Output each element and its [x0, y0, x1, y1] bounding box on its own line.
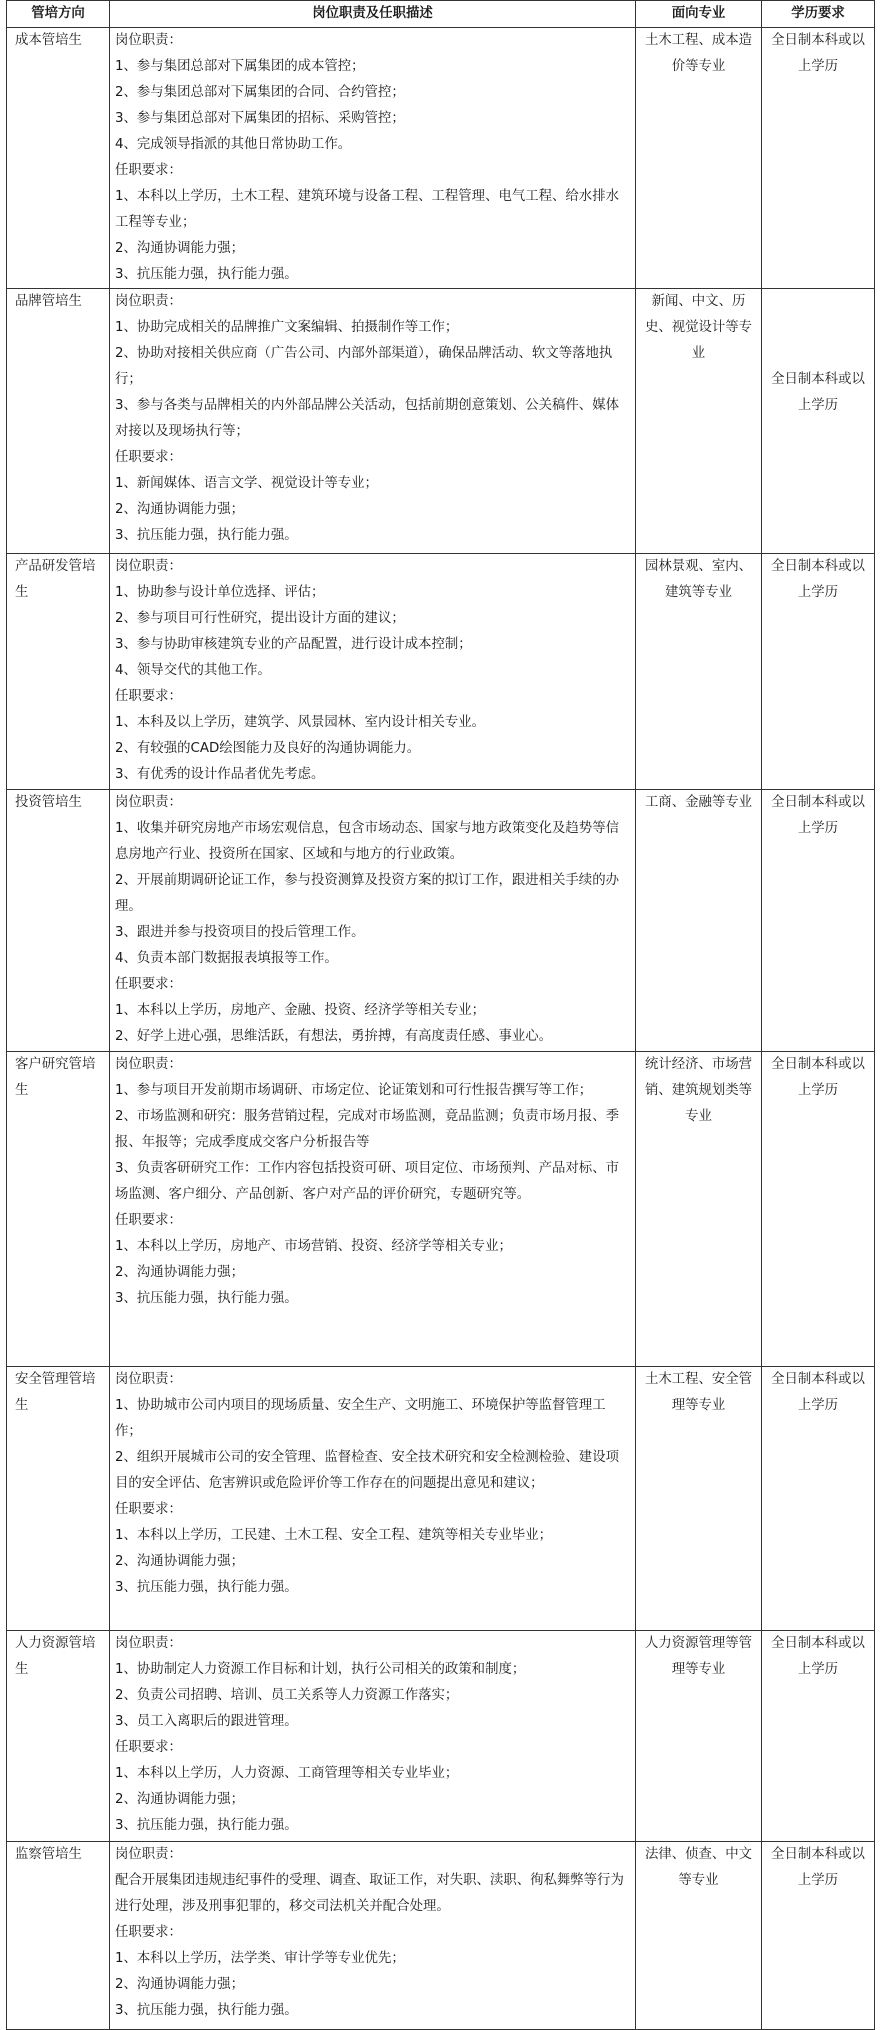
header-row: [7, 1, 875, 28]
description-line: 1、本科以上学历，房地产、金融、投资、经济学等相关专业；: [115, 1003, 486, 1018]
table-row: [7, 1367, 875, 1631]
description-line: 1、本科以上学历，法学类、审计学等专业优先；: [115, 1951, 405, 1966]
description-line: 1、协助完成相关的品牌推广文案编辑、拍摄制作等工作；: [115, 320, 459, 335]
description-line: 3、跟进并参与投资项目的投后管理工作。: [115, 925, 365, 940]
education-cell: 全日制本科或以上学历: [762, 554, 875, 790]
description-line: 3、参与各类与品牌相关的内外部品牌公关活动，包括前期创意策划、公关稿件、媒体对接以及现场执行等；: [115, 398, 619, 439]
description-line: 任职要求：: [115, 163, 182, 178]
header-direction: 管培方向: [7, 1, 110, 28]
table-row: [7, 1052, 875, 1367]
description-line: 3、抗压能力强，执行能力强。: [115, 2003, 298, 2018]
description-line: 3、负责客研研究工作：工作内容包括投资可研、项目定位、市场预判、产品对标、市场监测、客户细分、产品创新、客户对产品的评价研究，专题研究等。: [115, 1161, 619, 1202]
description-line: 3、抗压能力强，执行能力强。: [115, 528, 298, 543]
major-cell: 土木工程、安全管理等专业: [636, 1367, 762, 1631]
description-line: 1、协助参与设计单位选择、评估；: [115, 585, 325, 600]
description-line: 1、本科以上学历，人力资源、工商管理等相关专业毕业；: [115, 1766, 459, 1781]
major-cell: 土木工程、成本造价等专业: [636, 28, 762, 289]
description-line: 岗位职责：: [115, 559, 182, 574]
description-line: 岗位职责：: [115, 1372, 182, 1387]
description-line: 4、完成领导指派的其他日常协助工作。: [115, 137, 352, 152]
description-line: 3、参与协助审核建筑专业的产品配置，进行设计成本控制；: [115, 637, 472, 652]
education-cell: 全日制本科或以上学历: [762, 1631, 875, 1842]
education-cell: 全日制本科或以上学历: [762, 28, 875, 289]
major-cell: 统计经济、市场营销、建筑规划类等专业: [636, 1052, 762, 1367]
direction-cell: 人力资源管培生: [7, 1631, 110, 1842]
description-cell: [110, 289, 636, 554]
table-row: [7, 554, 875, 790]
description-line: 2、协助对接相关供应商（广告公司、内部外部渠道），确保品牌活动、软文等落地执行；: [115, 346, 613, 387]
table-row: [7, 289, 875, 554]
direction-cell: 品牌管培生: [7, 289, 110, 554]
direction-cell: 成本管培生: [7, 28, 110, 289]
education-cell: 全日制本科或以上学历: [762, 790, 875, 1052]
description-line: 1、参与集团总部对下属集团的成本管控；: [115, 59, 365, 74]
description-line: 任职要求：: [115, 689, 182, 704]
description-cell: [110, 790, 636, 1052]
description-line: 1、参与项目开发前期市场调研、市场定位、论证策划和可行性报告撰写等工作；: [115, 1083, 593, 1098]
description-line: 2、沟通协调能力强；: [115, 1554, 245, 1569]
description-line: 2、组织开展城市公司的安全管理、监督检查、安全技术研究和安全检测检验、建设项目的安全评估、危害辨识或危险评价等工作存在的问题提出意见和建议；: [115, 1450, 619, 1491]
direction-cell: 安全管理管培生: [7, 1367, 110, 1631]
description-line: 1、本科以上学历，房地产、市场营销、投资、经济学等相关专业；: [115, 1239, 512, 1254]
table-row: [7, 1842, 875, 2030]
description-line: 岗位职责：: [115, 294, 182, 309]
education-cell: 全日制本科或以上学历: [762, 1367, 875, 1631]
direction-cell: 监察管培生: [7, 1842, 110, 2030]
major-cell: 园林景观、室内、建筑等专业: [636, 554, 762, 790]
direction-cell: 产品研发管培生: [7, 554, 110, 790]
description-line: 1、收集并研究房地产市场宏观信息，包含市场动态、国家与地方政策变化及趋势等信息房地产行业、投资所在国家、区域和与地方的行业政策。: [115, 821, 619, 862]
description-line: 3、有优秀的设计作品者优先考虑。: [115, 767, 325, 782]
description-cell: [110, 28, 636, 289]
description-line: 岗位职责：: [115, 1636, 182, 1651]
table-row: [7, 28, 875, 289]
description-line: 配合开展集团违规违纪事件的受理、调查、取证工作，对失职、渎职、徇私舞弊等行为进行处理，涉及刑事犯罪的，移交司法机关并配合处理。: [115, 1873, 624, 1914]
major-cell: 法律、侦查、中文等专业: [636, 1842, 762, 2030]
description-line: 4、负责本部门数据报表填报等工作。: [115, 951, 338, 966]
header-major: 面向专业: [636, 1, 762, 28]
description-line: 岗位职责：: [115, 795, 182, 810]
header-education: 学历要求: [762, 1, 875, 28]
description-line: 3、抗压能力强，执行能力强。: [115, 1818, 298, 1833]
recruitment-table: [6, 0, 875, 2030]
description-line: 3、抗压能力强，执行能力强。: [115, 267, 298, 282]
major-cell: 人力资源管理等管理等专业: [636, 1631, 762, 1842]
table-row: [7, 1631, 875, 1842]
description-line: 2、沟通协调能力强；: [115, 502, 245, 517]
description-line: 岗位职责：: [115, 33, 182, 48]
description-line: 1、协助城市公司内项目的现场质量、安全生产、文明施工、环境保护等监督管理工作；: [115, 1398, 606, 1439]
description-line: 3、参与集团总部对下属集团的招标、采购管控；: [115, 111, 405, 126]
table-row: [7, 790, 875, 1052]
description-line: 3、员工入离职后的跟进管理。: [115, 1714, 298, 1729]
description-cell: [110, 1367, 636, 1631]
description-line: 任职要求：: [115, 1502, 182, 1517]
description-line: 3、抗压能力强，执行能力强。: [115, 1580, 298, 1595]
description-line: 任职要求：: [115, 1925, 182, 1940]
header-description: 岗位职责及任职描述: [110, 1, 636, 28]
description-cell: [110, 1842, 636, 2030]
description-line: 2、沟通协调能力强；: [115, 1977, 245, 1992]
description-line: 1、协助制定人力资源工作目标和计划，执行公司相关的政策和制度；: [115, 1662, 526, 1677]
description-line: 岗位职责：: [115, 1057, 182, 1072]
description-line: 4、领导交代的其他工作。: [115, 663, 271, 678]
description-line: 任职要求：: [115, 450, 182, 465]
description-line: 任职要求：: [115, 977, 182, 992]
education-cell: 全日制本科或以上学历: [762, 1842, 875, 2030]
education-cell: 全日制本科或以上学历: [762, 1052, 875, 1367]
description-line: 2、有较强的CAD绘图能力及良好的沟通协调能力。: [115, 741, 421, 756]
description-line: 3、抗压能力强，执行能力强。: [115, 1291, 298, 1306]
description-line: 任职要求：: [115, 1740, 182, 1755]
description-line: 2、沟通协调能力强；: [115, 241, 245, 256]
direction-cell: 投资管培生: [7, 790, 110, 1052]
major-cell: 新闻、中文、历史、视觉设计等专业: [636, 289, 762, 554]
education-cell: 全日制本科或以上学历: [762, 289, 875, 554]
major-cell: 工商、金融等专业: [636, 790, 762, 1052]
description-line: 1、新闻媒体、语言文学、视觉设计等专业；: [115, 476, 378, 491]
description-cell: [110, 1052, 636, 1367]
description-line: 2、开展前期调研论证工作，参与投资测算及投资方案的拟订工作，跟进相关手续的办理。: [115, 873, 619, 914]
direction-cell: 客户研究管培生: [7, 1052, 110, 1367]
description-cell: [110, 1631, 636, 1842]
description-line: 2、沟通协调能力强；: [115, 1792, 245, 1807]
description-line: 2、参与集团总部对下属集团的合同、合约管控；: [115, 85, 405, 100]
description-line: 2、沟通协调能力强；: [115, 1265, 245, 1280]
description-line: 2、参与项目可行性研究，提出设计方面的建议；: [115, 611, 405, 626]
description-line: 1、本科以上学历，土木工程、建筑环境与设备工程、工程管理、电气工程、给水排水工程等专业；: [115, 189, 619, 230]
description-line: 2、市场监测和研究：服务营销过程，完成对市场监测，竟品监测；负责市场月报、季报、年报等；完成季度成交客户分析报告等: [115, 1109, 619, 1150]
description-line: 任职要求：: [115, 1213, 182, 1228]
description-line: 2、好学上进心强，思维活跃，有想法，勇拚搏，有高度责任感、事业心。: [115, 1029, 553, 1044]
description-line: 1、本科及以上学历，建筑学、风景园林、室内设计相关专业。: [115, 715, 486, 730]
description-cell: [110, 554, 636, 790]
description-line: 1、本科以上学历，工民建、土木工程、安全工程、建筑等相关专业毕业；: [115, 1528, 553, 1543]
description-line: 2、负责公司招聘、培训、员工关系等人力资源工作落实；: [115, 1688, 459, 1703]
description-line: 岗位职责：: [115, 1847, 182, 1862]
